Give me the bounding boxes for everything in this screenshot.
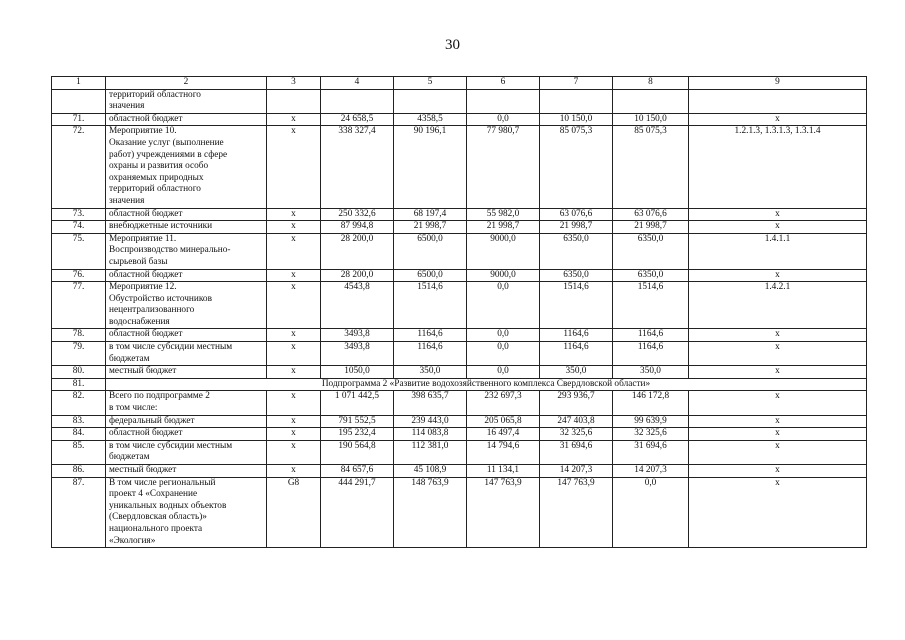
value-cell: 3493,8 — [321, 329, 394, 342]
value-cell: 114 083,8 — [394, 428, 467, 441]
target-indicator-cell: х — [689, 342, 867, 366]
row-number-cell: 87. — [52, 477, 106, 548]
target-indicator-cell: х — [689, 415, 867, 428]
value-cell: 45 108,9 — [394, 465, 467, 478]
value-cell: х — [267, 366, 321, 379]
value-cell: 0,0 — [467, 329, 540, 342]
value-cell: 239 443,0 — [394, 415, 467, 428]
description-cell: Мероприятие 12. Обустройство источников нецентрализованного водоснабжения — [106, 282, 267, 329]
value-cell: 6350,0 — [540, 233, 613, 269]
target-indicator-cell: х — [689, 440, 867, 464]
value-cell: 1164,6 — [394, 329, 467, 342]
table-row — [52, 415, 867, 428]
row-number-cell: 75. — [52, 233, 106, 269]
value-cell: 112 381,0 — [394, 440, 467, 464]
value-cell: 28 200,0 — [321, 233, 394, 269]
table-row — [52, 282, 867, 329]
value-cell: 444 291,7 — [321, 477, 394, 548]
description-cell: областной бюджет — [106, 428, 267, 441]
column-header: 1 — [52, 77, 106, 90]
table-header-row — [52, 77, 867, 90]
value-cell: 350,0 — [613, 366, 689, 379]
description-cell: областной бюджет — [106, 329, 267, 342]
value-cell: 0,0 — [613, 477, 689, 548]
value-cell: 0,0 — [467, 282, 540, 329]
value-cell: х — [267, 126, 321, 208]
value-cell: 32 325,6 — [540, 428, 613, 441]
value-cell: 90 196,1 — [394, 126, 467, 208]
value-cell: 1164,6 — [540, 342, 613, 366]
column-header: 7 — [540, 77, 613, 90]
table-row — [52, 465, 867, 478]
table-row — [52, 126, 867, 208]
column-header: 8 — [613, 77, 689, 90]
value-cell: 21 998,7 — [394, 221, 467, 234]
description-cell: в том числе субсидии местным бюджетам — [106, 440, 267, 464]
target-indicator-cell: х — [689, 428, 867, 441]
value-cell: 32 325,6 — [613, 428, 689, 441]
value-cell: 1050,0 — [321, 366, 394, 379]
value-cell — [467, 89, 540, 113]
value-cell: 14 794,6 — [467, 440, 540, 464]
description-cell: областной бюджет — [106, 269, 267, 282]
value-cell — [267, 89, 321, 113]
table-row — [52, 329, 867, 342]
description-cell: внебюджетные источники — [106, 221, 267, 234]
value-cell: G8 — [267, 477, 321, 548]
value-cell: х — [267, 208, 321, 221]
column-header: 2 — [106, 77, 267, 90]
value-cell: 250 332,6 — [321, 208, 394, 221]
value-cell: 4358,5 — [394, 113, 467, 126]
value-cell: 16 497,4 — [467, 428, 540, 441]
value-cell: 4543,8 — [321, 282, 394, 329]
value-cell: 195 232,4 — [321, 428, 394, 441]
table-row — [52, 440, 867, 464]
target-indicator-cell: х — [689, 221, 867, 234]
value-cell — [394, 89, 467, 113]
budget-table — [51, 76, 867, 548]
value-cell: 6350,0 — [540, 269, 613, 282]
value-cell: х — [267, 391, 321, 415]
value-cell — [321, 89, 394, 113]
value-cell: 10 150,0 — [613, 113, 689, 126]
target-indicator-cell — [689, 89, 867, 113]
table-row — [52, 391, 867, 415]
table-row — [52, 366, 867, 379]
description-cell: областной бюджет — [106, 113, 267, 126]
value-cell: 190 564,8 — [321, 440, 394, 464]
value-cell: 21 998,7 — [540, 221, 613, 234]
row-number-cell: 83. — [52, 415, 106, 428]
value-cell: х — [267, 342, 321, 366]
row-number-cell: 76. — [52, 269, 106, 282]
value-cell: 350,0 — [394, 366, 467, 379]
value-cell: 350,0 — [540, 366, 613, 379]
value-cell: 6500,0 — [394, 269, 467, 282]
table-row — [52, 89, 867, 113]
column-header: 6 — [467, 77, 540, 90]
value-cell: 21 998,7 — [613, 221, 689, 234]
value-cell: 1514,6 — [540, 282, 613, 329]
table-row — [52, 477, 867, 548]
value-cell: 6350,0 — [613, 233, 689, 269]
value-cell: 68 197,4 — [394, 208, 467, 221]
column-header: 3 — [267, 77, 321, 90]
table-row — [52, 208, 867, 221]
description-cell: территорий областного значения — [106, 89, 267, 113]
value-cell: 0,0 — [467, 342, 540, 366]
table-row — [52, 378, 867, 391]
target-indicator-cell: х — [689, 465, 867, 478]
target-indicator-cell: х — [689, 391, 867, 415]
value-cell: 77 980,7 — [467, 126, 540, 208]
column-header: 9 — [689, 77, 867, 90]
target-indicator-cell: 1.2.1.3, 1.3.1.3, 1.3.1.4 — [689, 126, 867, 208]
value-cell: х — [267, 440, 321, 464]
description-cell: Мероприятие 11. Воспроизводство минерально- сырьевой базы — [106, 233, 267, 269]
row-number-cell: 74. — [52, 221, 106, 234]
row-number-cell: 84. — [52, 428, 106, 441]
description-cell: Всего по подпрограмме 2 в том числе: — [106, 391, 267, 415]
value-cell: 0,0 — [467, 113, 540, 126]
description-cell: местный бюджет — [106, 465, 267, 478]
row-number-cell: 85. — [52, 440, 106, 464]
value-cell: 791 552,5 — [321, 415, 394, 428]
row-number-cell: 71. — [52, 113, 106, 126]
value-cell: 63 076,6 — [613, 208, 689, 221]
value-cell: 85 075,3 — [540, 126, 613, 208]
description-cell: федеральный бюджет — [106, 415, 267, 428]
target-indicator-cell: х — [689, 366, 867, 379]
value-cell: х — [267, 415, 321, 428]
value-cell: х — [267, 329, 321, 342]
value-cell: 6350,0 — [613, 269, 689, 282]
value-cell: 14 207,3 — [540, 465, 613, 478]
value-cell: 1164,6 — [540, 329, 613, 342]
value-cell: 10 150,0 — [540, 113, 613, 126]
value-cell: 1164,6 — [613, 329, 689, 342]
value-cell: 84 657,6 — [321, 465, 394, 478]
target-indicator-cell: 1.4.2.1 — [689, 282, 867, 329]
value-cell — [540, 89, 613, 113]
value-cell: х — [267, 113, 321, 126]
description-cell: В том числе региональный проект 4 «Сохранение уникальных водных объектов (Свердловская область)» национального проекта «Экология» — [106, 477, 267, 548]
table-row — [52, 342, 867, 366]
value-cell: 1514,6 — [613, 282, 689, 329]
row-number-cell: 73. — [52, 208, 106, 221]
target-indicator-cell: х — [689, 477, 867, 548]
value-cell: 24 658,5 — [321, 113, 394, 126]
row-number-cell — [52, 89, 106, 113]
value-cell: 87 994,8 — [321, 221, 394, 234]
value-cell: 1164,6 — [394, 342, 467, 366]
description-cell: областной бюджет — [106, 208, 267, 221]
value-cell: х — [267, 465, 321, 478]
value-cell: 6500,0 — [394, 233, 467, 269]
subprogram-title-cell: Подпрограмма 2 «Развитие водохозяйственного комплекса Свердловской области» — [106, 378, 867, 391]
row-number-cell: 80. — [52, 366, 106, 379]
value-cell: х — [267, 233, 321, 269]
table-row — [52, 113, 867, 126]
table-row — [52, 269, 867, 282]
value-cell: 147 763,9 — [467, 477, 540, 548]
row-number-cell: 72. — [52, 126, 106, 208]
value-cell: 1164,6 — [613, 342, 689, 366]
value-cell: 1 071 442,5 — [321, 391, 394, 415]
column-header: 5 — [394, 77, 467, 90]
value-cell: 1514,6 — [394, 282, 467, 329]
value-cell: 398 635,7 — [394, 391, 467, 415]
page-number: 30 — [445, 37, 460, 53]
row-number-cell: 78. — [52, 329, 106, 342]
target-indicator-cell: х — [689, 269, 867, 282]
value-cell: 205 065,8 — [467, 415, 540, 428]
target-indicator-cell: х — [689, 113, 867, 126]
value-cell: 247 403,8 — [540, 415, 613, 428]
value-cell: 28 200,0 — [321, 269, 394, 282]
value-cell: 3493,8 — [321, 342, 394, 366]
row-number-cell: 82. — [52, 391, 106, 415]
value-cell: 11 134,1 — [467, 465, 540, 478]
column-header: 4 — [321, 77, 394, 90]
value-cell: 63 076,6 — [540, 208, 613, 221]
value-cell: 147 763,9 — [540, 477, 613, 548]
value-cell: х — [267, 221, 321, 234]
target-indicator-cell: х — [689, 329, 867, 342]
row-number-cell: 86. — [52, 465, 106, 478]
value-cell: х — [267, 282, 321, 329]
value-cell: 31 694,6 — [613, 440, 689, 464]
target-indicator-cell: 1.4.1.1 — [689, 233, 867, 269]
value-cell: 85 075,3 — [613, 126, 689, 208]
value-cell: 146 172,8 — [613, 391, 689, 415]
value-cell: х — [267, 269, 321, 282]
target-indicator-cell: х — [689, 208, 867, 221]
value-cell: 21 998,7 — [467, 221, 540, 234]
value-cell: 31 694,6 — [540, 440, 613, 464]
row-number-cell: 81. — [52, 378, 106, 391]
table-row — [52, 428, 867, 441]
row-number-cell: 79. — [52, 342, 106, 366]
value-cell: 55 982,0 — [467, 208, 540, 221]
value-cell: х — [267, 428, 321, 441]
value-cell: 293 936,7 — [540, 391, 613, 415]
value-cell — [613, 89, 689, 113]
table-row — [52, 221, 867, 234]
value-cell: 14 207,3 — [613, 465, 689, 478]
description-cell: Мероприятие 10. Оказание услуг (выполнение работ) учреждениями в сфере охраны и развития особо охраняемых природных территорий областного значения — [106, 126, 267, 208]
description-cell: в том числе субсидии местным бюджетам — [106, 342, 267, 366]
value-cell: 9000,0 — [467, 233, 540, 269]
value-cell: 0,0 — [467, 366, 540, 379]
value-cell: 338 327,4 — [321, 126, 394, 208]
value-cell: 232 697,3 — [467, 391, 540, 415]
value-cell: 9000,0 — [467, 269, 540, 282]
value-cell: 148 763,9 — [394, 477, 467, 548]
description-cell: местный бюджет — [106, 366, 267, 379]
value-cell: 99 639,9 — [613, 415, 689, 428]
row-number-cell: 77. — [52, 282, 106, 329]
table-row — [52, 233, 867, 269]
